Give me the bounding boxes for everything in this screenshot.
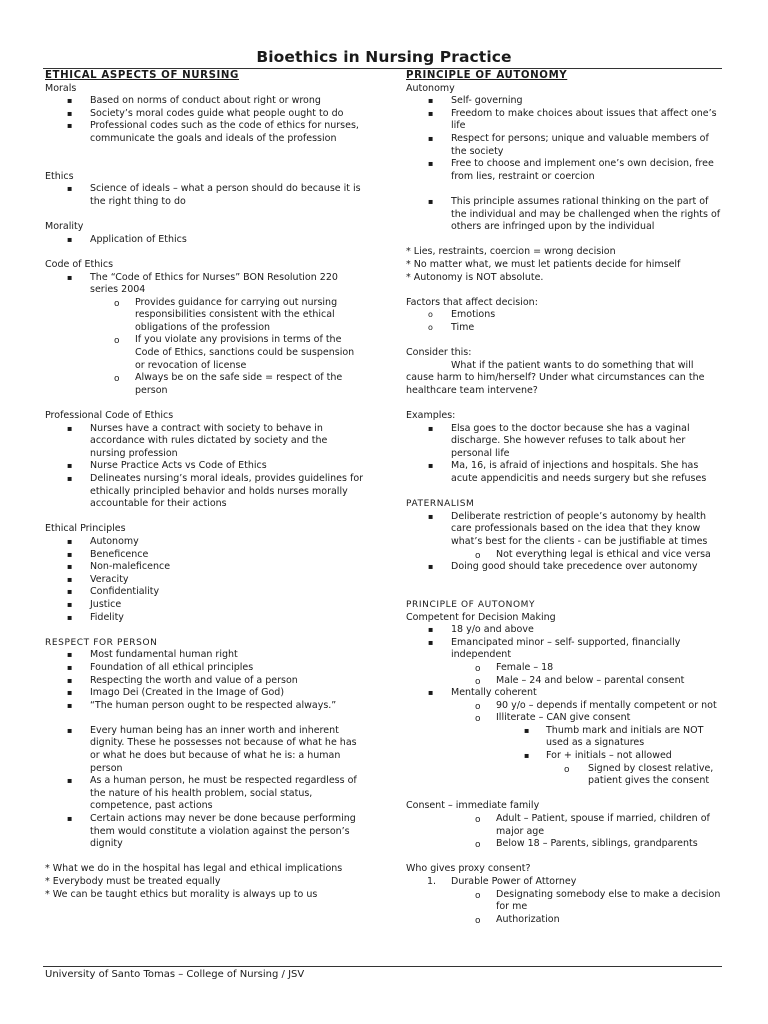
list-item: ▪ Respecting the worth and value of a person [67,674,298,686]
term-label: Code of Ethics [45,258,114,270]
sub-list-item: o Adult – Patient, spouse if married, children of major age [475,813,710,837]
term-label: Professional Code of Ethics [45,410,174,422]
deepest-list-item: o Signed by closest relative, patient gives the consent [564,762,714,787]
list-item: ▪ Ma, 16, is afraid of injections and hospitals. She has acute appendicitis and needs surgery but she refuses [428,460,707,484]
list-item: ▪ Emancipated minor – self- supported, financially independent [428,636,681,661]
term-label: Morality [45,221,84,233]
term-label: Competent for Decision Making [406,611,556,623]
square-bullet-icon: ▪ [67,776,73,786]
square-bullet-icon: ▪ [67,688,73,698]
circle-bullet-icon: o [428,310,433,320]
term-label: Who gives proxy consent? [406,863,531,875]
square-bullet-icon: ▪ [428,133,434,143]
square-bullet-icon: ▪ [67,599,73,609]
section-heading: PRINCIPLE OF AUTONOMY [406,70,568,81]
section-heading: ETHICAL ASPECTS OF NURSING [45,70,240,81]
list-item: ▪ Mentally coherent [428,687,537,699]
deep-list-item: ▪ For + initials – not allowed [524,750,672,762]
note-line: * No matter what, we must let patients decide for himself [406,258,681,270]
square-bullet-icon: ▪ [67,662,73,672]
list-item: ▪ Confidentiality [67,586,160,598]
term-label: Autonomy [406,82,455,94]
list-item: ▪ Beneficence [67,548,149,560]
list-item: ▪ Most fundamental human right [67,649,238,661]
sub-list-item: o If you violate any provisions in terms of the Code of Ethics, sanctions could be suspension or revocation of license [114,334,355,371]
note-line: * Everybody must be treated equally [45,876,221,887]
square-bullet-icon: ▪ [428,688,434,698]
term-label: Factors that affect decision: [406,296,538,308]
list-item: ▪ Elsa goes to the doctor because she has a vaginal discharge. She however refuses to talk about her personal life [428,422,690,459]
square-bullet-icon: ▪ [428,511,434,521]
document-title: Bioethics in Nursing Practice [256,48,512,66]
square-bullet-icon: ▪ [67,675,73,685]
square-bullet-icon: ▪ [67,121,73,131]
list-item: ▪ 18 y/o and above [428,624,534,636]
footer-rule [43,966,722,967]
term-label: Ethical Principles [45,523,126,535]
circle-bullet-icon: o [475,663,481,674]
circle-bullet-icon: o [475,550,481,561]
list-item: ▪ Veracity [67,573,129,585]
list-item: ▪ “The human person ought to be respected always.” [67,699,337,711]
square-bullet-icon: ▪ [67,814,73,824]
note-line: * Lies, restraints, coercion = wrong decision [406,246,616,258]
list-item: ▪ Society’s moral codes guide what people ought to do [67,107,344,119]
square-bullet-icon: ▪ [524,751,530,761]
section-label: PRINCIPLE OF AUTONOMY [406,599,536,610]
term-label: Examples: [406,410,456,422]
sub-list-item: o Illiterate – CAN give consent [475,712,631,725]
list-item: ▪ Application of Ethics [67,233,187,245]
list-item: ▪ Nurse Practice Acts vs Code of Ethics [67,460,267,472]
square-bullet-icon: ▪ [428,423,434,433]
list-item: ▪ Justice [67,598,122,610]
sub-list-item: o Below 18 – Parents, siblings, grandparents [475,838,698,851]
square-bullet-icon: ▪ [67,184,73,194]
term-label: Morals [45,82,77,94]
circle-bullet-icon: o [475,915,481,926]
square-bullet-icon: ▪ [67,612,73,622]
term-label: Ethics [45,170,74,182]
sub-list-item: o Designating somebody else to make a decision for me [475,888,721,913]
square-bullet-icon: ▪ [67,536,73,546]
square-bullet-icon: ▪ [67,574,73,584]
section-label: PATERNALISM [406,499,475,510]
square-bullet-icon: ▪ [428,159,434,169]
section-label: RESPECT FOR PERSON [45,637,158,648]
list-item: ▪ Autonomy [67,535,139,547]
list-item: ▪ Delineates nursing’s moral ideals, provides guidelines for ethically principled behavior and holds nurses morally accountable for their actions [67,473,364,510]
sub-list-item: o Female – 18 [475,661,554,674]
square-bullet-icon: ▪ [67,272,73,282]
numbered-item: 1. Durable Power of Attorney [427,876,577,887]
header-rule [43,68,722,69]
circle-bullet-icon: o [475,840,481,851]
circle-bullet-icon: o [114,374,120,385]
list-item: ▪ This principle assumes rational thinking on the part of the individual and may be challenged when the rights of others are infringed upon by the individual [428,195,721,233]
sub-list-item: o Time [428,321,475,333]
term-label: Consider this: [406,347,472,359]
square-bullet-icon: ▪ [67,474,73,483]
list-item: ▪ Imago Dei (Created in the Image of God) [67,687,285,699]
item-number: 1. [427,876,437,887]
square-bullet-icon: ▪ [67,549,73,559]
square-bullet-icon: ▪ [428,196,434,206]
square-bullet-icon: ▪ [428,625,434,635]
square-bullet-icon: ▪ [428,562,434,572]
list-item: ▪ Fidelity [67,611,124,623]
circle-bullet-icon: o [475,815,481,826]
circle-bullet-icon: o [114,336,120,347]
square-bullet-icon: ▪ [524,725,530,735]
square-bullet-icon: ▪ [67,96,73,106]
list-item: ▪ Self- governing [428,95,523,107]
list-item: ▪ The “Code of Ethics for Nurses” BON Resolution 220 series 2004 [67,271,338,296]
note-line: * We can be taught ethics but morality is always up to us [45,888,318,900]
list-item: ▪ Professional codes such as the code of ethics for nurses, communicate the goals and ideals of the profession [67,120,359,144]
list-item: ▪ Respect for persons; unique and valuable members of the society [428,132,709,157]
square-bullet-icon: ▪ [428,461,434,471]
consider-paragraph: What if the patient wants to do something that will cause harm to him/herself? Under what circumstances can the healthcare team intervene? [406,359,705,396]
note-line: * Autonomy is NOT absolute. [406,271,544,283]
square-bullet-icon: ▪ [428,108,434,118]
circle-bullet-icon: o [564,764,570,775]
list-item: ▪ Free to choose and implement one’s own decision, free from lies, restraint or coercion [428,158,714,182]
list-item: ▪ Deliberate restriction of people’s autonomy by health care professionals based on the idea that they know what’s best for the clients - can be justifiable at times [428,510,708,547]
term-label: Consent – immediate family [406,800,540,812]
right-column [406,70,724,926]
square-bullet-icon: ▪ [67,725,73,735]
sub-list-item: o 90 y/o – depends if mentally competent or not [475,699,717,712]
circle-bullet-icon: o [428,322,433,332]
square-bullet-icon: ▪ [67,700,73,710]
circle-bullet-icon: o [475,890,481,901]
list-item: ▪ Based on norms of conduct about right or wrong [67,95,321,107]
sub-list-item: o Male – 24 and below – parental consent [475,674,685,687]
circle-bullet-icon: o [475,676,481,687]
circle-bullet-icon: o [475,714,481,725]
square-bullet-icon: ▪ [67,587,73,597]
left-column [45,70,365,901]
circle-bullet-icon: o [475,701,481,712]
square-bullet-icon: ▪ [67,423,73,433]
sub-list-item: o Always be on the safe side = respect of the person [114,372,343,396]
list-item: ▪ Every human being has an inner worth and inherent dignity. These he possesses not because of what he has or what he does but because of what he is: a human person [67,724,357,774]
square-bullet-icon: ▪ [67,562,73,572]
list-item: ▪ Freedom to make choices about issues that affect one’s life [428,107,717,132]
square-bullet-icon: ▪ [67,650,73,660]
sub-list-item: o Not everything legal is ethical and vice versa [475,548,711,561]
circle-bullet-icon: o [114,298,120,309]
deep-list-item: ▪ Thumb mark and initials are NOT used as a signatures [524,724,704,749]
square-bullet-icon: ▪ [428,637,434,647]
list-item: ▪ Certain actions may never be done because performing them would constitute a violation against the person’s dignity [67,813,356,850]
list-item: ▪ Science of ideals – what a person should do because it is the right thing to do [67,183,361,207]
square-bullet-icon: ▪ [67,234,73,244]
square-bullet-icon: ▪ [428,96,434,106]
note-line: * What we do in the hospital has legal and ethical implications [45,863,343,875]
sub-list-item: o Authorization [475,913,560,926]
sub-list-item: o Emotions [428,309,496,321]
list-item: ▪ Doing good should take precedence over autonomy [428,561,698,573]
sub-list-item: o Provides guidance for carrying out nursing responsibilities consistent with the ethical obligations of the profession [114,296,338,333]
square-bullet-icon: ▪ [67,461,73,471]
list-item: ▪ Non-maleficence [67,561,171,573]
page-footer: University of Santo Tomas – College of Nursing / JSV [45,969,305,980]
list-item: ▪ Foundation of all ethical principles [67,661,254,673]
list-item: ▪ Nurses have a contract with society to behave in accordance with rules dictated by society and the nursing profession [67,422,328,459]
square-bullet-icon: ▪ [67,108,73,118]
list-item: ▪ As a human person, he must be respected regardless of the nature of his health problem, social status, competence, past actions [67,775,357,812]
